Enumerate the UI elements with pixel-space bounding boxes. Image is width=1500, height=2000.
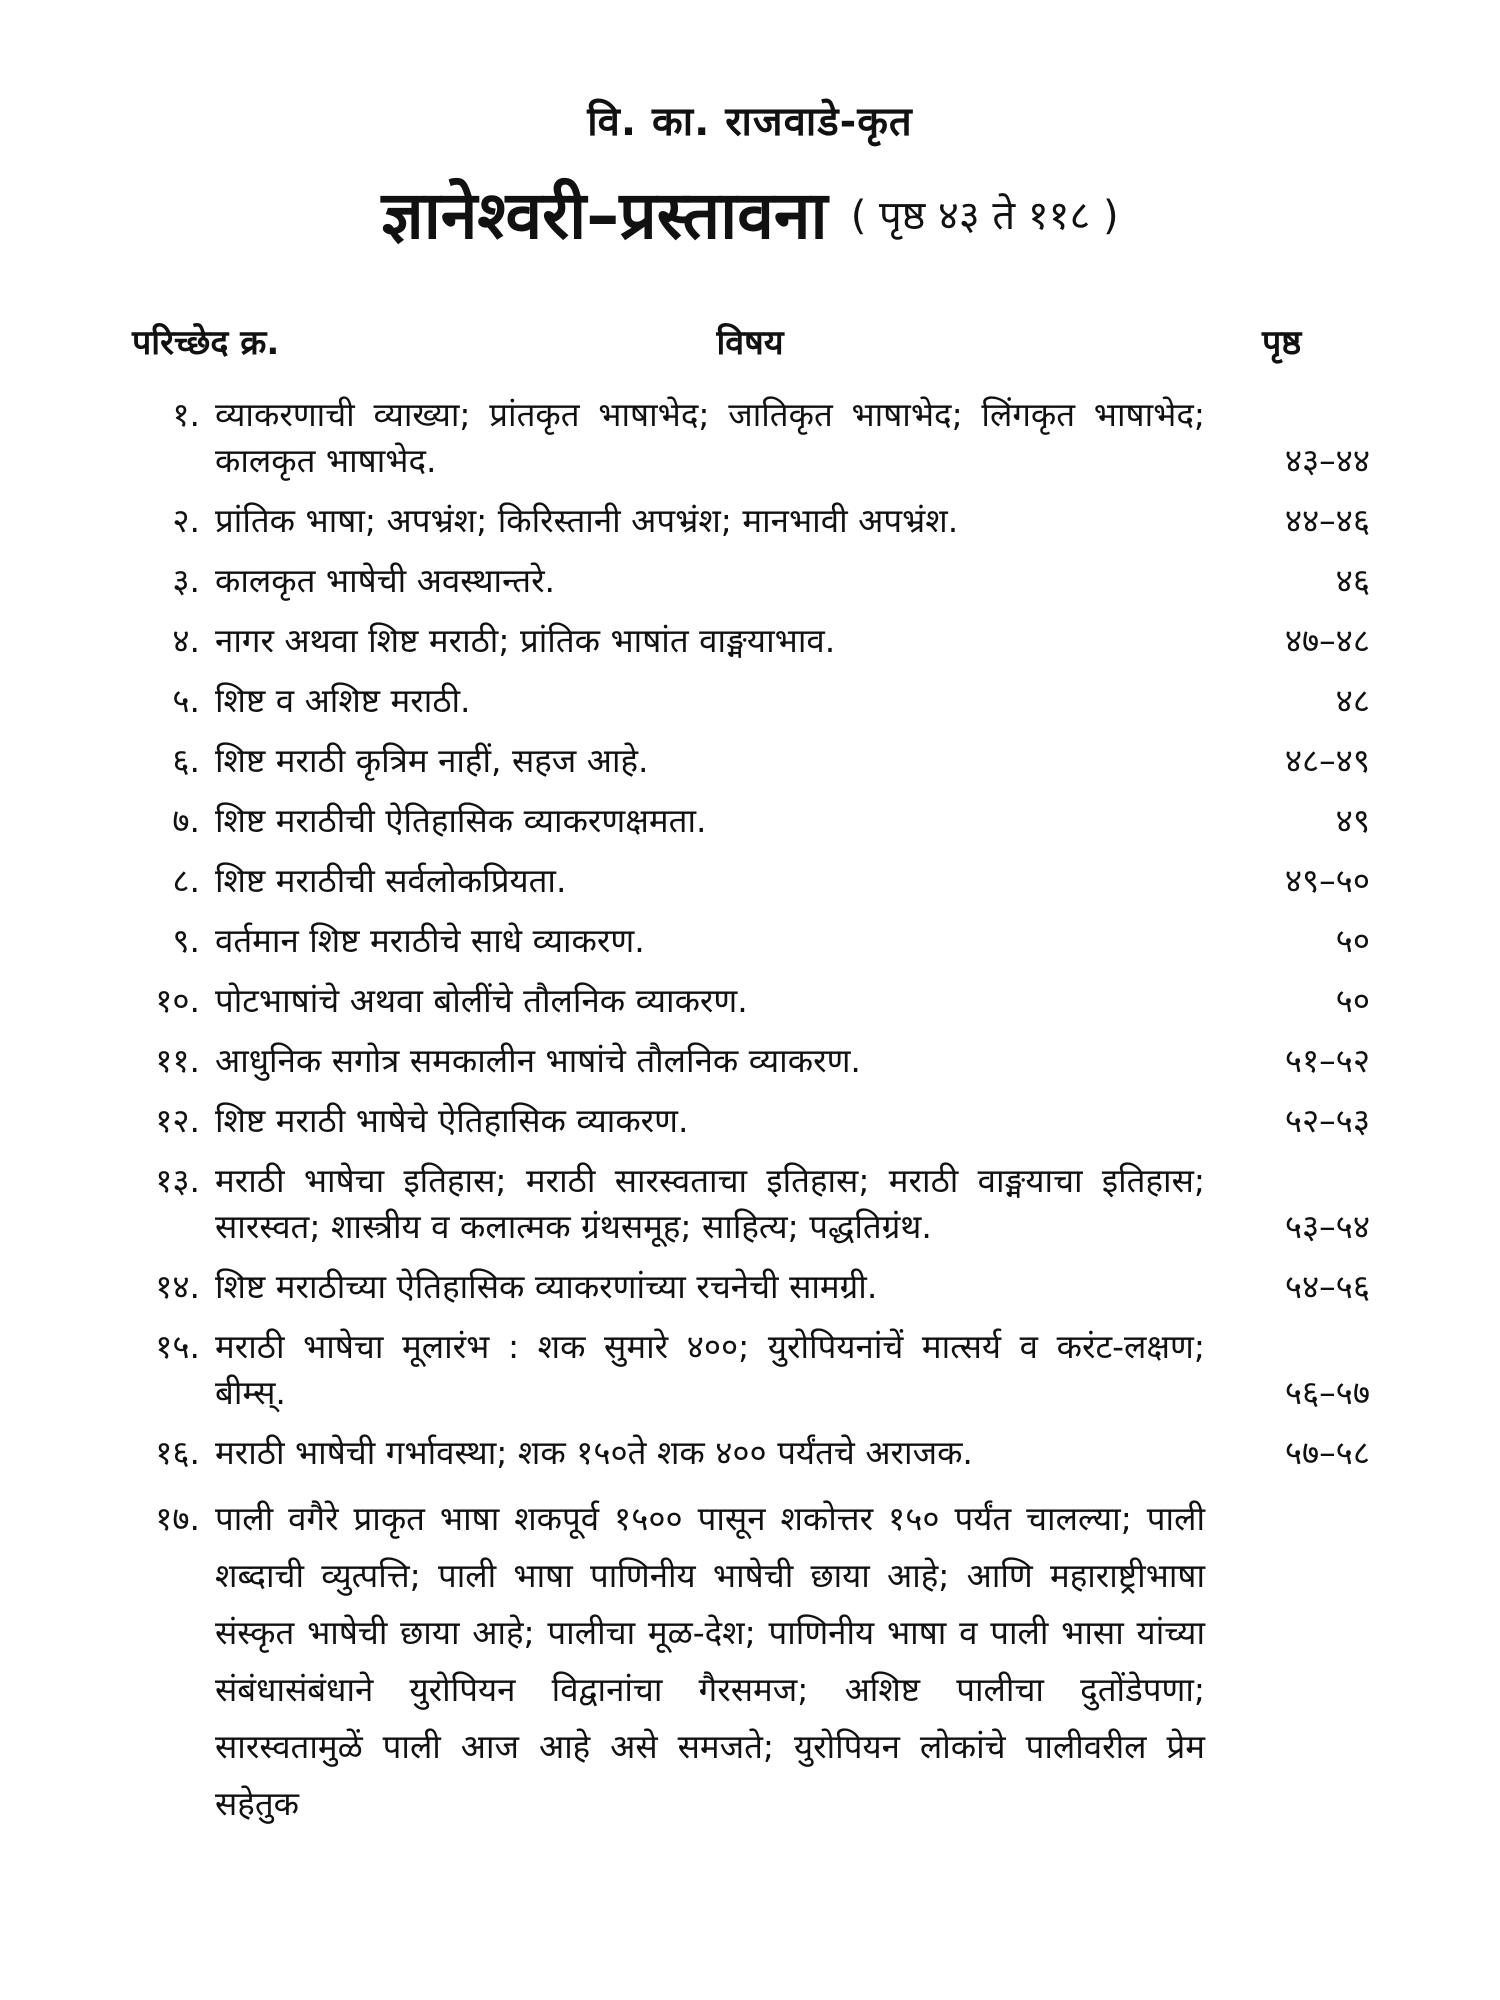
toc-entry: [0, 858, 1500, 904]
entry-number: ५.: [172, 681, 200, 720]
entry-page: ५७–५८: [1284, 1433, 1370, 1472]
page-range: ( पृष्ठ ४३ ते ११८ ): [850, 192, 1119, 239]
column-header-subject: विषय: [716, 323, 784, 363]
toc-entry: [0, 1158, 1500, 1250]
toc-entry: [0, 678, 1500, 724]
entry-subject: शिष्ट मराठी भाषेचे ऐतिहासिक व्याकरण.: [215, 1101, 689, 1140]
entry-page: ५३–५४: [1284, 1207, 1370, 1246]
entry-number: ११.: [155, 1041, 200, 1080]
toc-entry: [0, 1264, 1500, 1310]
entry-subject: मराठी भाषेचा इतिहास; मराठी सारस्वताचा इतिहास; मराठी वाङ्मयाचा इतिहास; सारस्वत; शास्त्रीय व कलात्मक ग्रंथसमूह; साहित्य; पद्धतिग्रंथ.: [215, 1161, 1205, 1246]
toc-entry: [0, 1490, 1500, 1832]
toc-entry: [0, 798, 1500, 844]
entry-page: ४९: [1335, 801, 1370, 840]
table-of-contents: [0, 392, 1500, 1846]
entry-page: ४६: [1335, 561, 1370, 600]
entry-page: ४८–४९: [1284, 741, 1370, 780]
toc-entry: [0, 1324, 1500, 1416]
entry-page: ५०: [1335, 921, 1370, 960]
entry-subject: शिष्ट व अशिष्ट मराठी.: [215, 681, 471, 720]
toc-entry: [0, 1430, 1500, 1476]
entry-subject: व्याकरणाची व्याख्या; प्रांतकृत भाषाभेद; जातिकृत भाषाभेद; लिंगकृत भाषाभेद; कालकृत भाषाभेद.: [215, 395, 1205, 480]
entry-page: ५२–५३: [1284, 1101, 1370, 1140]
entry-number: ९.: [172, 921, 200, 960]
toc-entry: [0, 1098, 1500, 1144]
entry-subject: शिष्ट मराठीची सर्वलोकप्रियता.: [215, 861, 567, 900]
entry-page: ४८: [1335, 681, 1370, 720]
entry-subject: आधुनिक सगोत्र समकालीन भाषांचे तौलनिक व्याकरण.: [215, 1041, 861, 1080]
entry-subject: शिष्ट मराठीची ऐतिहासिक व्याकरणक्षमता.: [215, 801, 707, 840]
entry-number: १२.: [155, 1101, 200, 1140]
entry-page: ५०: [1335, 981, 1370, 1020]
entry-subject: नागर अथवा शिष्ट मराठी; प्रांतिक भाषांत वाङ्मयाभाव.: [215, 621, 836, 660]
toc-entry: [0, 918, 1500, 964]
entry-page: ४३–४४: [1284, 441, 1370, 480]
entry-subject: प्रांतिक भाषा; अपभ्रंश; किरिस्तानी अपभ्रंश; मानभावी अपभ्रंश.: [215, 501, 959, 540]
title-line: [0, 168, 1500, 258]
entry-number: १६.: [155, 1433, 200, 1472]
entry-page: ५६–५७: [1284, 1373, 1370, 1412]
entry-subject: कालकृत भाषेची अवस्थान्तरे.: [215, 561, 556, 600]
entry-subject: पोटभाषांचे अथवा बोलींचे तौलनिक व्याकरण.: [215, 981, 748, 1020]
entry-subject: मराठी भाषेची गर्भावस्था; शक १५०ते शक ४०० पर्यंतचे अराजक.: [215, 1433, 973, 1472]
entry-number: १३.: [155, 1161, 200, 1200]
entry-subject: पाली वगैरे प्राकृत भाषा शकपूर्व १५०० पासून शकोत्तर १५० पर्यंत चालल्या; पाली शब्दाची व्युत्पत्ति; पाली भाषा पाणिनीय भाषेची छाया आहे; आणि महाराष्ट्रीभाषा संस्कृत भाषेची छाया आहे; पालीचा मूळ-देश; पाणिनीय भाषा व पाली भासा यांच्या संबंधासंबंधाने युरोपियन विद्वानांचा गैरसमज; अशिष्ट पालीचा दुतोंडेपणा; सारस्वतामुळें पाली आज आहे असे समजते; युरोपियन लोकांचे पालीवरील प्रेम सहेतुक: [215, 1499, 1205, 1823]
entry-number: १४.: [155, 1267, 200, 1306]
entry-number: ४.: [172, 621, 200, 660]
entry-page: ५१–५२: [1284, 1041, 1370, 1080]
toc-entry: [0, 618, 1500, 664]
entry-subject: शिष्ट मराठी कृत्रिम नाहीं, सहज आहे.: [215, 741, 649, 780]
entry-number: ८.: [172, 861, 200, 900]
entry-number: ३.: [172, 561, 200, 600]
toc-entry: [0, 978, 1500, 1024]
entry-number: ७.: [172, 801, 200, 840]
entry-number: ६.: [172, 741, 200, 780]
toc-entry: [0, 392, 1500, 484]
entry-page: ४९–५०: [1284, 861, 1370, 900]
entry-page: ५४–५६: [1284, 1267, 1370, 1306]
entry-page: ४४–४६: [1284, 501, 1370, 540]
column-header-number: परिच्छेद क्र.: [132, 323, 280, 363]
page-title: ज्ञानेश्वरी–प्रस्तावना: [381, 177, 828, 254]
toc-entry: [0, 498, 1500, 544]
entry-number: २.: [172, 501, 200, 540]
entry-page: ४७–४८: [1284, 621, 1370, 660]
toc-entry: [0, 1038, 1500, 1084]
toc-entry: [0, 558, 1500, 604]
entry-number: १५.: [155, 1327, 200, 1366]
column-header-page: पृष्ठ: [1262, 323, 1302, 363]
toc-entry: [0, 738, 1500, 784]
entry-number: १०.: [155, 981, 200, 1020]
entry-subject: वर्तमान शिष्ट मराठीचे साधे व्याकरण.: [215, 921, 645, 960]
entry-subject: मराठी भाषेचा मूलारंभ : शक सुमारे ४००; युरोपियनांचें मात्सर्य व करंट-लक्षण; बीम्स्.: [215, 1327, 1205, 1412]
entry-subject: शिष्ट मराठीच्या ऐतिहासिक व्याकरणांच्या रचनेची सामग्री.: [215, 1267, 878, 1306]
author-line: वि. का. राजवाडे-कृत: [587, 99, 913, 145]
entry-number: १.: [172, 395, 200, 434]
entry-number: १७.: [155, 1499, 200, 1538]
